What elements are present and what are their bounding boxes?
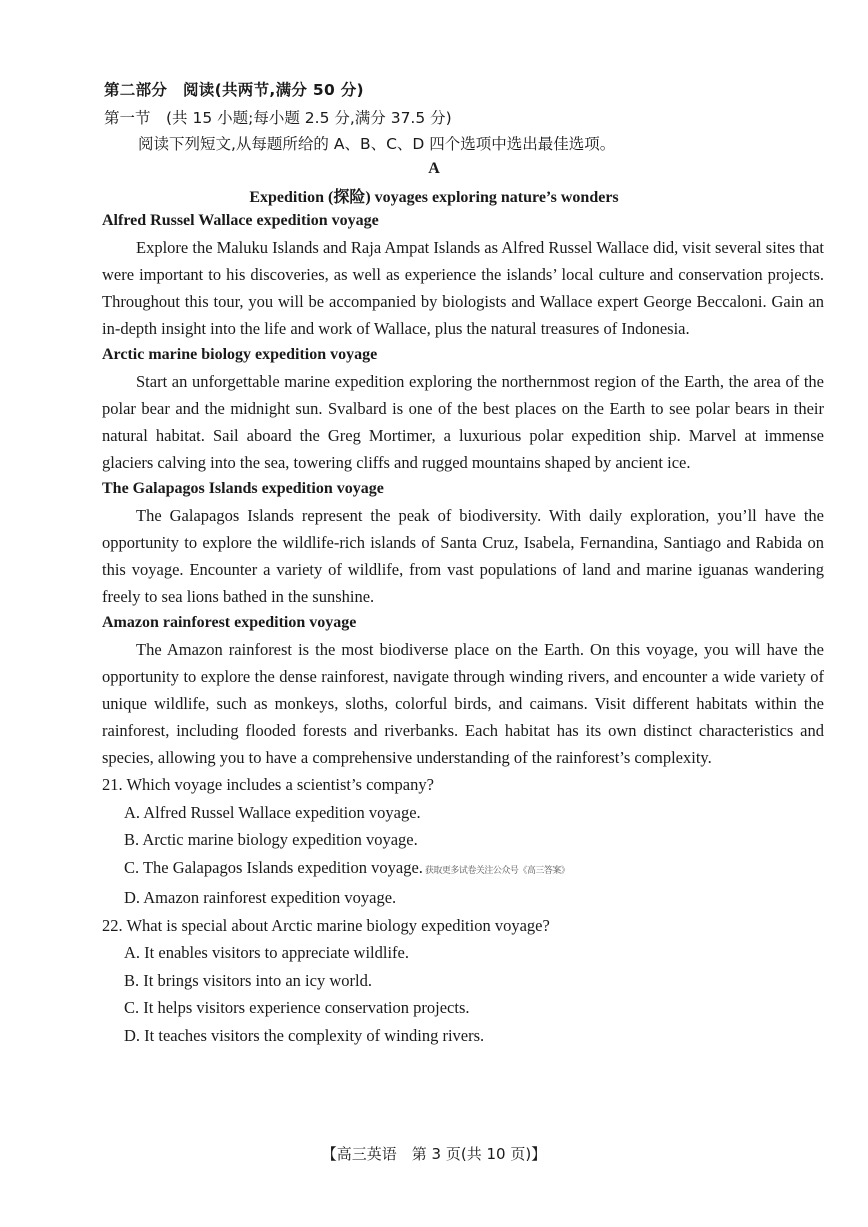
passage-letter: A	[428, 160, 440, 177]
question-22: 22. What is special about Arctic marine biology expedition voyage?	[102, 915, 550, 935]
part-title: 第二部分 阅读(共两节,满分 50 分)	[104, 81, 364, 99]
question-22-option-c[interactable]: C. It helps visitors experience conservation projects.	[124, 998, 470, 1017]
instruction-text: 阅读下列短文,从每题所给的 A、B、C、D 四个选项中选出最佳选项。	[138, 135, 616, 153]
section-text-arctic: Start an unforgettable marine expedition exploring the northernmost region of the Earth, the area of the polar bear and the midnight sun. Svalbard is one of the best places on the Earth to see polar bears in their natural habitat. Sail aboard the Greg Mortimer, a luxurious polar expedition ship. Marvel at immense glaciers calving into the sea, towering cliffs and rugged mountains shaped by ancient ice.	[102, 372, 824, 472]
section-title: 第一节 (共 15 小题;每小题 2.5 分,满分 37.5 分)	[104, 109, 452, 127]
question-21-option-c[interactable]	[124, 854, 824, 885]
section-text-wallace: Explore the Maluku Islands and Raja Ampat Islands as Alfred Russel Wallace did, visit several sites that were important to his discoveries, as well as experience the islands’ local culture and conservation projects. Throughout this tour, you will be accompanied by biologists and Wallace expert George Beccaloni. Gain an in-depth insight into the life and work of Wallace, plus the natural treasures of Indonesia.	[102, 238, 825, 338]
section-heading-wallace: Alfred Russel Wallace expedition voyage	[102, 212, 379, 229]
section-text-galapagos: The Galapagos Islands represent the peak of biodiversity. With daily exploration, you’ll have the opportunity to explore the wildlife-rich islands of Santa Cruz, Isabela, Fernandina, Santiago and Rabida on this voyage. Encounter a variety of wildlife, from vast populations of land and marine iguanas wandering freely to sea lions bathed in the sunshine.	[102, 506, 824, 606]
page-footer: 【高三英语 第 3 页(共 10 页)】	[321, 1145, 547, 1163]
question-21: 21. Which voyage includes a scientist’s company?	[102, 775, 434, 794]
question-22-option-d[interactable]: D. It teaches visitors the complexity of winding rivers.	[124, 1025, 485, 1045]
question-22-option-b[interactable]: B. It brings visitors into an icy world.	[124, 970, 372, 990]
section-heading-amazon: Amazon rainforest expedition voyage	[102, 614, 357, 631]
passage-title: Expedition (探险) voyages exploring nature’s wonders	[249, 189, 619, 206]
section-text-amazon: The Amazon rainforest is the most biodiverse place on the Earth. On this voyage, you will have the opportunity to explore the dense rainforest, navigate through winding rivers, and encounter a wide variety of unique wildlife, such as monkeys, sloths, colorful birds, and caimans. Visit different habitats within the rainforest, including flooded forests and riverbanks. Each habitat has its own distinct characteristics and species, allowing you to have a comprehensive understanding of the rainforest’s complexity.	[102, 640, 824, 767]
question-21-option-b[interactable]: B. Arctic marine biology expedition voyage.	[124, 830, 418, 849]
watermark-stamp: 获取更多试卷关注公众号《高三答案》	[424, 864, 570, 875]
section-heading-arctic: Arctic marine biology expedition voyage	[102, 346, 378, 363]
section-heading-galapagos: The Galapagos Islands expedition voyage	[102, 480, 384, 497]
question-22-option-a[interactable]: A. It enables visitors to appreciate wildlife.	[124, 943, 409, 962]
question-21-option-a[interactable]: A. Alfred Russel Wallace expedition voyage.	[124, 802, 421, 822]
question-21-option-d[interactable]: D. Amazon rainforest expedition voyage.	[124, 888, 397, 907]
question-21-option-c-text: C. The Galapagos Islands expedition voyage.	[124, 857, 423, 877]
passage-content	[102, 208, 824, 1049]
